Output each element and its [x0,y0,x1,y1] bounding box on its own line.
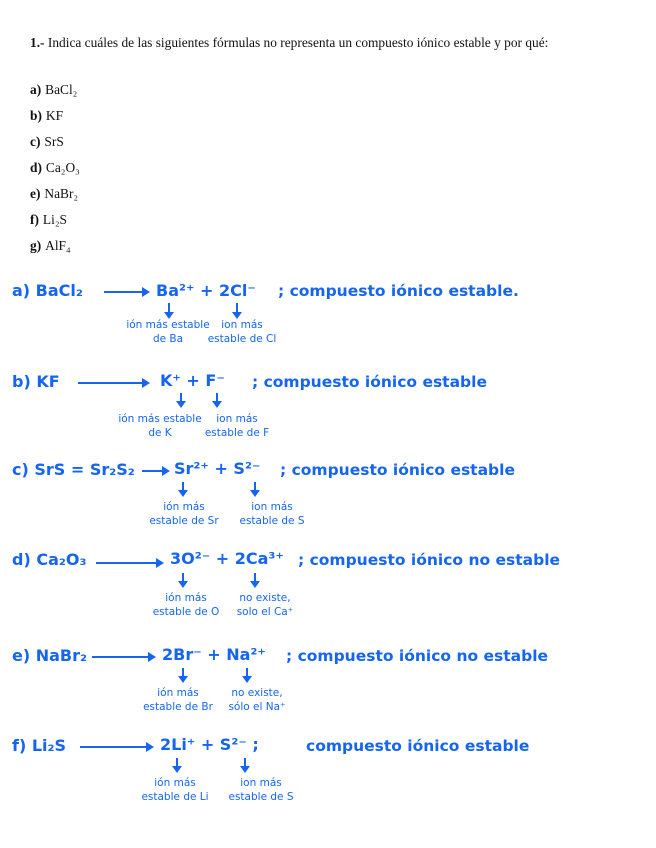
option-c: c) SrS [30,134,64,149]
conclusion: ; compuesto iónico no estable [286,647,549,665]
option-g: g) AlF₄ [30,238,71,253]
answer-label: c) SrS = Sr₂S₂ [12,460,135,479]
ion-equation: 3O²⁻ + 2Ca³⁺ [170,549,284,568]
option-e: e) NaBr₂ [30,186,79,201]
down-arrow [254,573,256,585]
reaction-arrow [80,746,152,748]
ion-note: ion más estable de S [239,501,305,527]
down-arrow [182,668,184,680]
ion-note: ión más estable de K [118,413,202,439]
ion-note: ion más estable de Cl [207,319,277,345]
ion-note: ión más estable de O [152,592,220,618]
ion-note: ion más estable de F [204,413,270,439]
ion-note: no existe, sólo el Na⁺ [228,687,286,713]
down-arrow [176,758,178,770]
reaction-arrow [92,656,154,658]
down-arrow [182,573,184,585]
answer-label: e) NaBr₂ [12,646,88,665]
reaction-arrow [104,291,148,293]
conclusion: ; compuesto iónico estable. [278,282,519,300]
conclusion: compuesto iónico estable [306,737,530,755]
reaction-arrow [78,382,148,384]
question-statement [30,30,630,56]
conclusion: ; compuesto iónico estable [252,373,487,391]
reaction-arrow [142,470,168,472]
ion-note: ión más estable de Ba [126,319,210,345]
ion-note: ion más estable de S [228,777,294,803]
question-number: 1.- [30,35,45,50]
conclusion: ; compuesto iónico no estable [298,551,561,569]
ion-equation: Ba²⁺ + 2Cl⁻ [156,281,256,300]
ion-note: ión más estable de Sr [149,501,219,527]
ion-equation: 2Li⁺ + S²⁻ ; [160,735,259,754]
down-arrow [168,303,170,316]
answer-label: d) Ca₂O₃ [12,550,87,569]
conclusion: ; compuesto iónico estable [280,461,515,479]
reaction-arrow [96,562,162,564]
ion-note: ión más estable de Li [141,777,209,803]
ion-note: ión más estable de Br [143,687,213,713]
option-b: b) KF [30,108,64,123]
option-f: f) Li₂S [30,212,67,227]
answer-label: f) Li₂S [12,736,67,755]
option-a: a) BaCl₂ [30,82,78,97]
ion-note: no existe, solo el Ca⁺ [236,592,294,618]
answer-label: a) BaCl₂ [12,281,83,300]
down-arrow [246,668,248,680]
ion-equation: K⁺ + F⁻ [160,371,225,390]
question-block [30,30,630,253]
down-arrow [244,758,246,770]
down-arrow [182,482,184,494]
ion-equation: Sr²⁺ + S²⁻ [174,459,261,478]
down-arrow [254,482,256,494]
question-text: Indica cuáles de las siguientes fórmulas no representa un compuesto iónico estable y por qué: [47,35,549,50]
ion-equation: 2Br⁻ + Na²⁺ [162,645,266,664]
down-arrow [236,303,238,316]
option-d: d) Ca₂O₃ [30,160,80,175]
down-arrow [216,393,218,405]
answer-label: b) KF [12,372,60,391]
down-arrow [180,393,182,405]
